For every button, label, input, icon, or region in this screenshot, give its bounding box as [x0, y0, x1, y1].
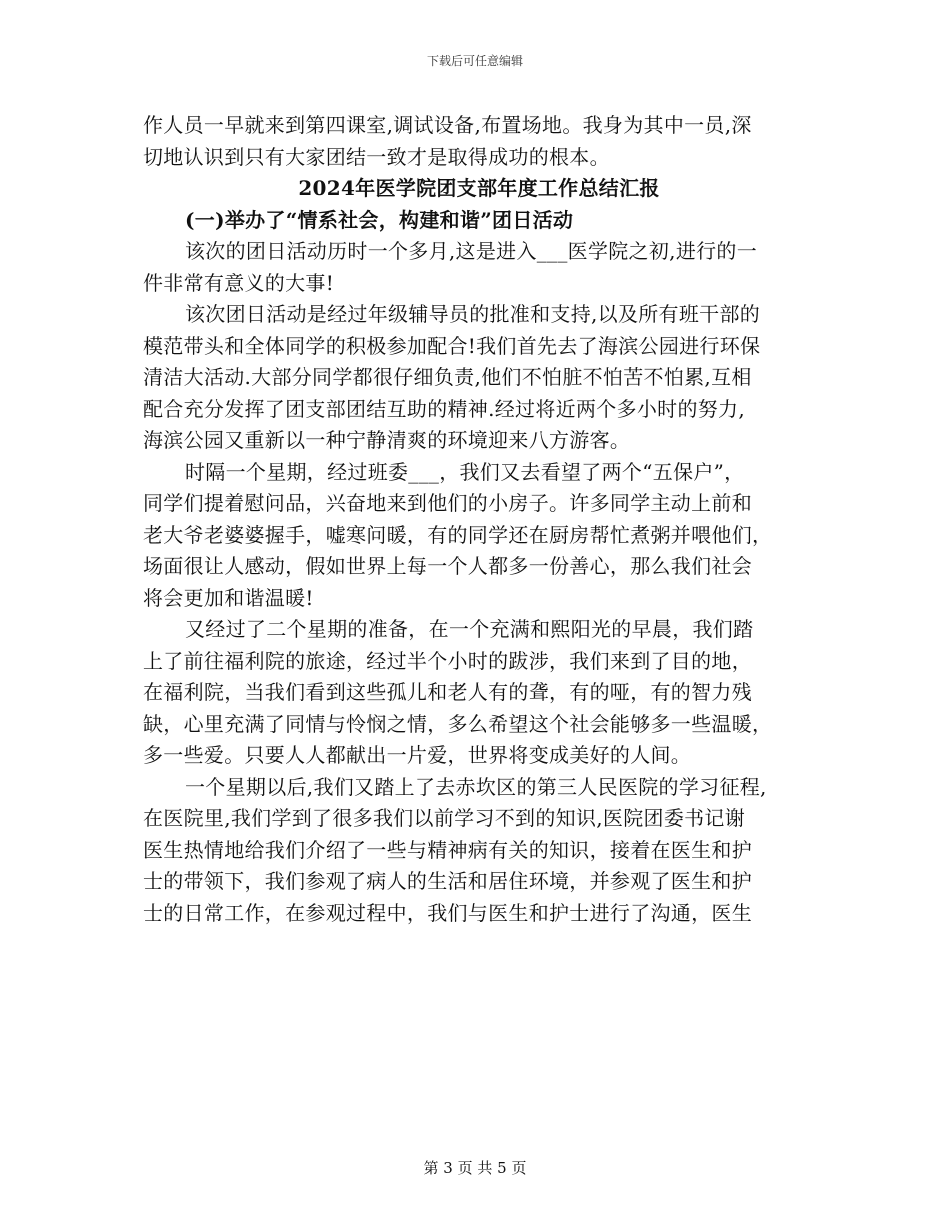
text-line: 时隔一个星期，经过班委___，我们又去看望了两个“五保户”， [185, 459, 745, 484]
text-line: 一个星期以后,我们又踏上了去赤坎区的第三人民医院的学习征程, [185, 774, 767, 799]
section-heading: (一)举办了“情系社会，构建和谐”团日活动 [185, 207, 574, 232]
document-title: 2024年医学院团支部年度工作总结汇报 [298, 176, 660, 200]
text-line: 海滨公园又重新以一种宁静清爽的环境迎来八方游客。 [143, 428, 631, 452]
text-line: 同学们提着慰问品，兴奋地来到他们的小房子。许多同学主动上前和 [143, 491, 752, 515]
text-line: 该次团日活动是经过年级辅导员的批准和支持,以及所有班干部的 [185, 302, 761, 326]
text-line: 配合充分发挥了团支部团结互助的精神.经过将近两个多小时的努力, [143, 396, 746, 421]
text-line: 在医院里,我们学到了很多我们以前学习不到的知识,医院团委书记谢 [143, 806, 746, 830]
paragraph [143, 457, 815, 615]
text-line: 医生热情地给我们介绍了一些与精神病有关的知识，接着在医生和护 [143, 837, 752, 862]
text-line: 士的日常工作，在参观过程中，我们与医生和护士进行了沟通，医生 [143, 900, 752, 925]
paragraph [143, 614, 815, 772]
text-line: 老大爷老婆婆握手，嘘寒问暖，有的同学还在厨房帮忙煮粥并喂他们， [143, 522, 773, 547]
text-line: 将会更加和谐温暖! [143, 585, 314, 610]
text-line: 在福利院，当我们看到这些孤儿和老人有的聋，有的哑，有的智力残 [143, 680, 752, 704]
document-body [143, 110, 815, 929]
page-number: 第 3 页 共 5 页 [423, 1159, 527, 1177]
paragraph [143, 236, 815, 299]
text-line: 缺，心里充满了同情与怜悯之情，多么希望这个社会能够多一些温暖， [143, 711, 773, 736]
text-line: 模范带头和全体同学的积极参加配合!我们首先去了海滨公园进行环保 [143, 333, 761, 358]
text-line: 作人员一早就来到第四课室,调试设备,布置场地。我身为其中一员,深 [143, 113, 752, 137]
text-line: 该次的团日活动历时一个多月,这是进入___医学院之初,进行的一 [185, 239, 758, 263]
paragraph [143, 772, 815, 930]
text-line: 上了前往福利院的旅途，经过半个小时的跋涉，我们来到了目的地， [143, 648, 752, 673]
text-line: 多一些爱。只要人人都献出一片爱，世界将变成美好的人间。 [143, 743, 692, 767]
text-line: 件非常有意义的大事! [143, 270, 335, 295]
paragraph [143, 299, 815, 457]
text-line: 场面很让人感动，假如世界上每一个人都多一份善心，那么我们社会 [143, 554, 752, 578]
page-header: 下载后可任意编辑 [426, 54, 523, 68]
text-line: 清洁大活动.大部分同学都很仔细负责,他们不怕脏不怕苦不怕累,互相 [143, 365, 752, 389]
text-line: 士的带领下，我们参观了病人的生活和居住环境，并参观了医生和护 [143, 869, 752, 893]
text-line: 又经过了二个星期的准备，在一个充满和熙阳光的早晨，我们踏 [185, 617, 754, 641]
text-line: 切地认识到只有大家团结一致才是取得成功的根本。 [143, 144, 610, 169]
